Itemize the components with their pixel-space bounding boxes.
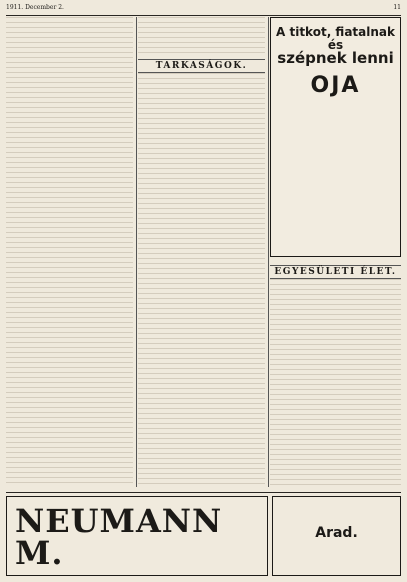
oja-ad-brand: OJA xyxy=(310,72,361,98)
column-2-top-body xyxy=(138,17,265,53)
column-1-body xyxy=(6,17,133,487)
column-2 xyxy=(138,17,265,487)
newspaper-page xyxy=(6,4,401,578)
neumann-advertisement xyxy=(6,496,268,576)
arad-ad-city: Arad. xyxy=(315,525,358,541)
oja-ad-headline xyxy=(275,26,396,67)
column-rule xyxy=(268,17,269,487)
oja-ad-headline-line1: A titkot, fiatalnak és xyxy=(276,25,395,52)
column-3 xyxy=(270,17,401,487)
page-header xyxy=(6,4,401,16)
oja-ad-headline-line2: szépnek lenni xyxy=(277,49,394,68)
column-rule xyxy=(136,17,137,487)
column-2-body xyxy=(138,73,265,487)
article-columns xyxy=(6,17,401,487)
oja-advertisement xyxy=(270,17,401,257)
column-1 xyxy=(6,17,133,487)
neumann-ad-name: NEUMANN M. xyxy=(15,502,223,572)
section-title-egyesuleti-elet: EGYESÜLETI ÉLET. xyxy=(270,265,401,279)
issue-date: 1911. December 2. xyxy=(6,4,64,11)
page-number: 11 xyxy=(393,4,401,11)
section-title-tarkasagok: TARKASÁGOK. xyxy=(138,59,265,73)
arad-advertisement xyxy=(272,496,401,576)
bottom-advertisements xyxy=(6,492,401,579)
column-3-body xyxy=(270,279,401,487)
